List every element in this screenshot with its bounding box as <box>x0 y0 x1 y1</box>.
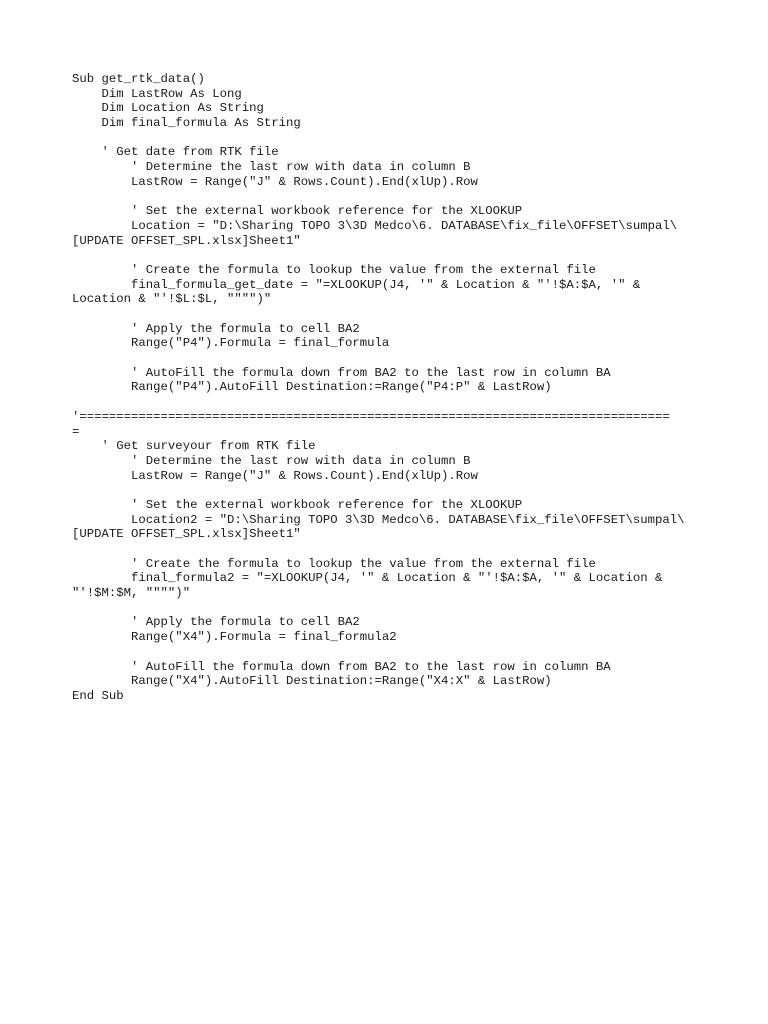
code-line: ' Apply the formula to cell BA2 <box>72 615 360 630</box>
code-line <box>72 601 702 616</box>
code-line: final_formula2 = "=XLOOKUP(J4, '" & Location & "'!$A:$A, '" & Location & <box>72 571 663 586</box>
code-line: Range("P4").AutoFill Destination:=Range("P4:P" & LastRow) <box>72 380 552 395</box>
code-line: = <box>72 424 80 439</box>
code-line <box>72 307 702 322</box>
code-line: Dim LastRow As Long <box>72 86 242 101</box>
code-line: Location = "D:\Sharing TOPO 3\3D Medco\6. DATABASE\fix_file\OFFSET\sumpal\ <box>72 218 678 233</box>
code-line: LastRow = Range("J" & Rows.Count).End(xlUp).Row <box>72 174 478 189</box>
code-line: ' Create the formula to lookup the value from the external file <box>72 556 596 571</box>
code-line <box>72 395 702 410</box>
code-line: ' Get surveyour from RTK file <box>72 439 316 454</box>
code-line: Location2 = "D:\Sharing TOPO 3\3D Medco\6. DATABASE\fix_file\OFFSET\sumpal\ <box>72 512 685 527</box>
code-line: [UPDATE OFFSET_SPL.xlsx]Sheet1" <box>72 233 301 248</box>
code-line <box>72 645 702 660</box>
code-line: Dim Location As String <box>72 101 264 116</box>
code-line: Location & "'!$L:$L, """")" <box>72 292 272 307</box>
code-line: ' Determine the last row with data in column B <box>72 160 471 175</box>
code-line <box>72 351 702 366</box>
code-line: [UPDATE OFFSET_SPL.xlsx]Sheet1" <box>72 527 301 542</box>
code-line <box>72 483 702 498</box>
code-line: ' Create the formula to lookup the value from the external file <box>72 262 596 277</box>
code-line: Range("P4").Formula = final_formula <box>72 336 390 351</box>
code-line <box>72 190 702 205</box>
code-line: ' Set the external workbook reference for the XLOOKUP <box>72 497 523 512</box>
code-line: ' Set the external workbook reference for the XLOOKUP <box>72 204 523 219</box>
code-line: '================================================================================ <box>72 409 670 424</box>
code-line <box>72 542 702 557</box>
code-line: Range("X4").Formula = final_formula2 <box>72 630 397 645</box>
code-line: Sub get_rtk_data() <box>72 72 205 86</box>
code-line: Range("X4").AutoFill Destination:=Range("X4:X" & LastRow) <box>72 674 552 689</box>
code-line: ' AutoFill the formula down from BA2 to the last row in column BA <box>72 659 611 674</box>
code-line: ' Apply the formula to cell BA2 <box>72 321 360 336</box>
vba-code-block <box>72 72 702 704</box>
code-line: ' Determine the last row with data in column B <box>72 453 471 468</box>
code-line: ' AutoFill the formula down from BA2 to the last row in column BA <box>72 365 611 380</box>
code-line: ' Get date from RTK file <box>72 145 279 160</box>
code-line <box>72 248 702 263</box>
code-line: Dim final_formula As String <box>72 116 301 131</box>
code-line: "'!$M:$M, """")" <box>72 586 191 601</box>
code-line <box>72 131 702 146</box>
code-line: final_formula_get_date = "=XLOOKUP(J4, '" & Location & "'!$A:$A, '" & <box>72 277 641 292</box>
code-line: End Sub <box>72 688 124 703</box>
code-line: LastRow = Range("J" & Rows.Count).End(xlUp).Row <box>72 468 478 483</box>
